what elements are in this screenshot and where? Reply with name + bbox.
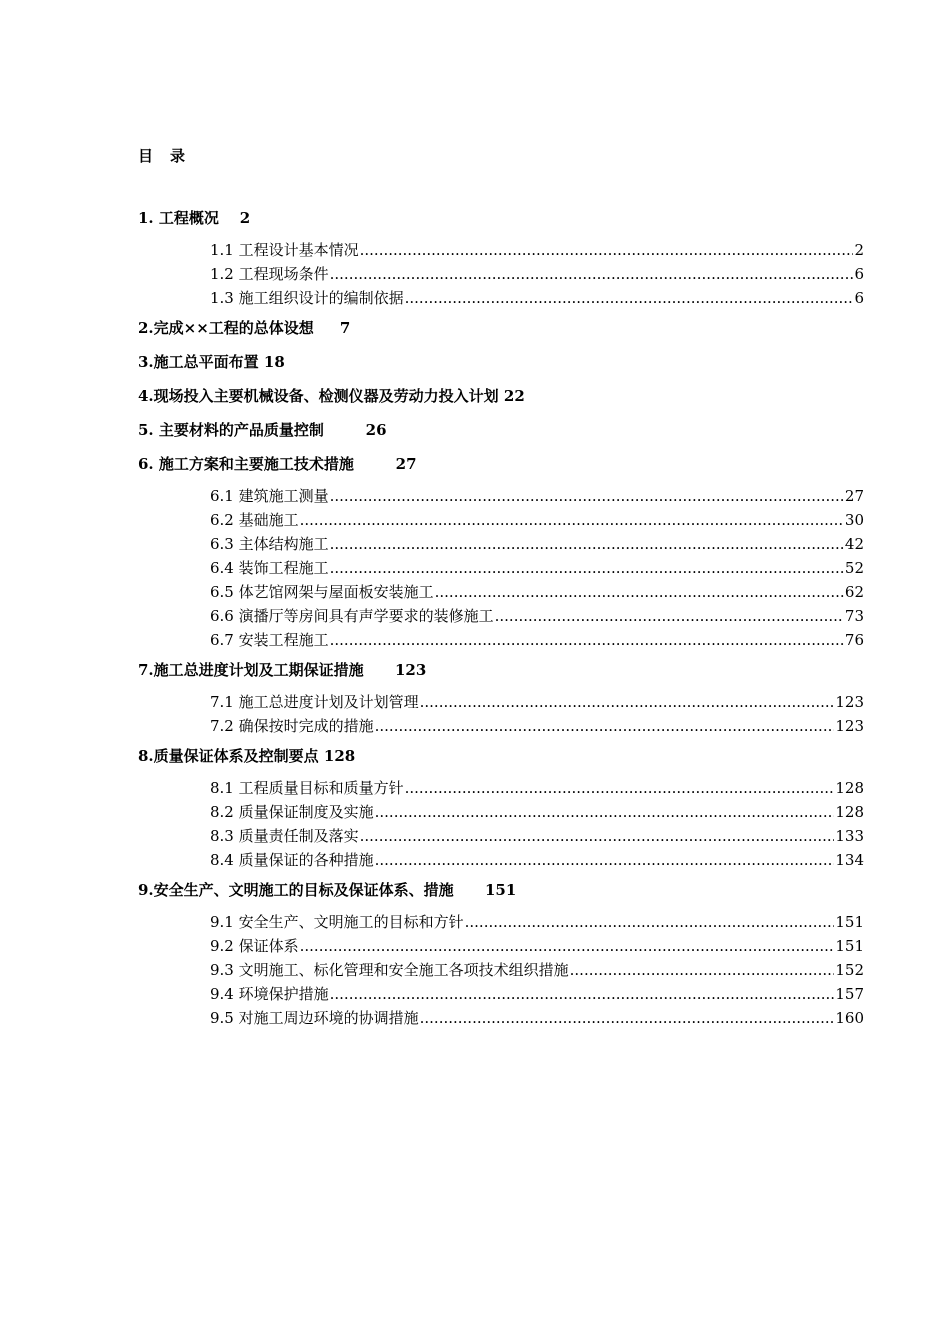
toc-entry-label: 9.1 安全生产、文明施工的目标和方针 — [210, 913, 464, 931]
toc-entry-page: 128 — [835, 779, 864, 797]
dot-leader — [330, 556, 844, 580]
toc-entry-label: 6.7 安装工程施工 — [210, 631, 329, 649]
toc-heading[interactable]: 2.完成××工程的总体设想 7 — [138, 319, 351, 337]
toc-entry[interactable] — [210, 848, 864, 872]
toc-entry-page: 42 — [844, 535, 864, 553]
toc-entry-label: 6.5 体艺馆网架与屋面板安装施工 — [210, 583, 434, 601]
toc-heading[interactable]: 1. 工程概况 2 — [138, 209, 251, 227]
toc-entry-label: 8.1 工程质量目标和质量方针 — [210, 779, 404, 797]
toc-entry[interactable] — [210, 556, 864, 580]
toc-entry-page: 6 — [854, 265, 864, 283]
toc-heading[interactable]: 4.现场投入主要机械设备、检测仪器及劳动力投入计划 22 — [138, 387, 525, 405]
dot-leader — [330, 982, 835, 1006]
dot-leader — [435, 580, 844, 604]
toc-entry-label: 6.3 主体结构施工 — [210, 535, 329, 553]
dot-leader — [405, 286, 854, 310]
dot-leader — [465, 910, 835, 934]
toc-entry-page: 157 — [835, 985, 864, 1003]
toc-heading[interactable]: 8.质量保证体系及控制要点 128 — [138, 747, 356, 765]
toc-entry-page: 30 — [844, 511, 864, 529]
toc-entry-page: 151 — [835, 913, 864, 931]
toc-entry-page: 27 — [844, 487, 864, 505]
dot-leader — [330, 262, 854, 286]
toc-entry-label: 9.2 保证体系 — [210, 937, 299, 955]
toc-entry[interactable] — [210, 910, 864, 934]
toc-entry[interactable] — [210, 532, 864, 556]
toc-entry[interactable] — [210, 628, 864, 652]
toc-entry-label: 8.3 质量责任制及落实 — [210, 827, 359, 845]
toc-entry[interactable] — [210, 1006, 864, 1030]
toc-entry-label: 6.2 基础施工 — [210, 511, 299, 529]
dot-leader — [375, 714, 835, 738]
toc-entry-page: 128 — [835, 803, 864, 821]
toc-heading[interactable]: 5. 主要材料的产品质量控制 26 — [138, 421, 387, 439]
toc-entry-page: 52 — [844, 559, 864, 577]
toc-entry-page: 6 — [854, 289, 864, 307]
toc-entry-label: 7.2 确保按时完成的措施 — [210, 717, 374, 735]
toc-entry[interactable] — [210, 286, 864, 310]
toc-entry-label: 1.1 工程设计基本情况 — [210, 241, 359, 259]
dot-leader — [330, 484, 844, 508]
dot-leader — [300, 934, 835, 958]
toc-entry-page: 134 — [835, 851, 864, 869]
dot-leader — [420, 1006, 835, 1030]
toc-entry-label: 1.3 施工组织设计的编制依据 — [210, 289, 404, 307]
toc-entry-page: 73 — [844, 607, 864, 625]
toc-entry[interactable] — [210, 484, 864, 508]
toc-entry-page: 151 — [835, 937, 864, 955]
toc-sublist — [138, 690, 864, 738]
toc-entry[interactable] — [210, 824, 864, 848]
dot-leader — [375, 848, 835, 872]
toc-entry[interactable] — [210, 508, 864, 532]
toc-entry-label: 1.2 工程现场条件 — [210, 265, 329, 283]
toc-entry-label: 6.1 建筑施工测量 — [210, 487, 329, 505]
toc-entry-page: 152 — [835, 961, 864, 979]
toc-entry-label: 8.4 质量保证的各种措施 — [210, 851, 374, 869]
toc-title — [138, 145, 186, 166]
toc-entry-label: 8.2 质量保证制度及实施 — [210, 803, 374, 821]
dot-leader — [330, 628, 844, 652]
toc-entry[interactable] — [210, 934, 864, 958]
toc-heading[interactable]: 7.施工总进度计划及工期保证措施 123 — [138, 661, 427, 679]
dot-leader — [420, 690, 835, 714]
toc-entry[interactable] — [210, 580, 864, 604]
toc-heading[interactable]: 6. 施工方案和主要施工技术措施 27 — [138, 455, 417, 473]
dot-leader — [360, 238, 854, 262]
toc-sublist — [138, 910, 864, 1030]
toc-entry[interactable] — [210, 604, 864, 628]
dot-leader — [405, 776, 835, 800]
toc-entry-page: 76 — [844, 631, 864, 649]
toc-entry-page: 160 — [835, 1009, 864, 1027]
toc-entry[interactable] — [210, 958, 864, 982]
toc-sublist — [138, 238, 864, 310]
toc-title-part1: 目 — [138, 147, 155, 165]
toc-entry[interactable] — [210, 800, 864, 824]
toc-entry-page: 133 — [835, 827, 864, 845]
toc-entry-label: 9.4 环境保护措施 — [210, 985, 329, 1003]
toc-entry[interactable] — [210, 238, 864, 262]
toc-entry-label: 7.1 施工总进度计划及计划管理 — [210, 693, 419, 711]
toc-entry-page: 123 — [835, 693, 864, 711]
dot-leader — [330, 532, 844, 556]
toc-entry-page: 62 — [844, 583, 864, 601]
dot-leader — [360, 824, 835, 848]
toc-sublist — [138, 484, 864, 652]
dot-leader — [495, 604, 844, 628]
toc-entry[interactable] — [210, 982, 864, 1006]
toc-title-part2: 录 — [170, 147, 187, 165]
toc-entry[interactable] — [210, 714, 864, 738]
table-of-contents — [138, 208, 864, 1038]
toc-heading[interactable]: 3.施工总平面布置 18 — [138, 353, 285, 371]
toc-entry[interactable] — [210, 262, 864, 286]
toc-entry[interactable] — [210, 690, 864, 714]
dot-leader — [570, 958, 835, 982]
toc-entry-label: 9.5 对施工周边环境的协调措施 — [210, 1009, 419, 1027]
toc-sublist — [138, 776, 864, 872]
dot-leader — [300, 508, 844, 532]
toc-entry-label: 9.3 文明施工、标化管理和安全施工各项技术组织措施 — [210, 961, 569, 979]
toc-entry-page: 123 — [835, 717, 864, 735]
toc-entry[interactable] — [210, 776, 864, 800]
toc-entry-page: 2 — [854, 241, 864, 259]
toc-entry-label: 6.4 装饰工程施工 — [210, 559, 329, 577]
toc-heading[interactable]: 9.安全生产、文明施工的目标及保证体系、措施 151 — [138, 881, 517, 899]
toc-entry-label: 6.6 演播厅等房间具有声学要求的装修施工 — [210, 607, 494, 625]
dot-leader — [375, 800, 835, 824]
